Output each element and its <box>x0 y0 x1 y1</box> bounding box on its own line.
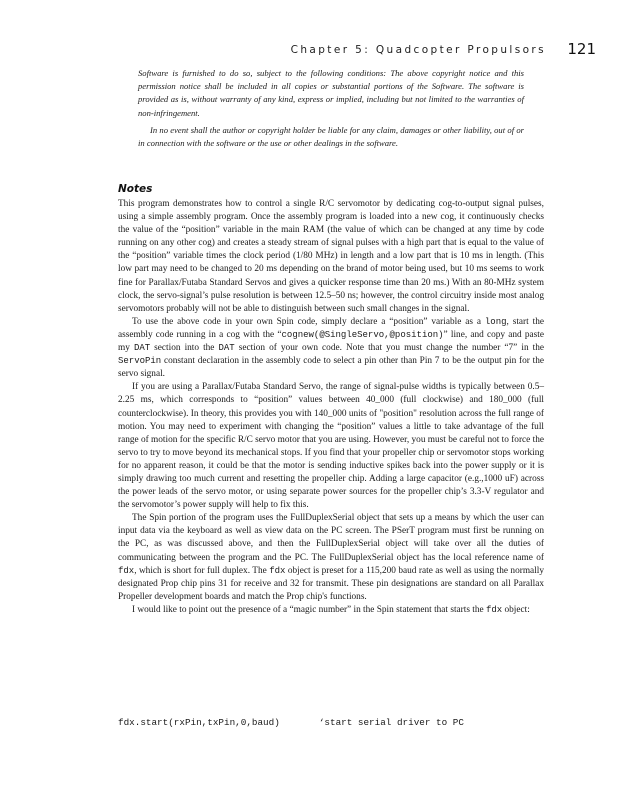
notes-paragraph-4 <box>118 512 544 604</box>
notes-body <box>118 198 544 617</box>
text-run: , which is short for full duplex. The <box>134 565 270 576</box>
text-run: object: <box>502 604 530 615</box>
license-paragraph-1: Software is furnished to do so, subject to the following conditions: The above copyright notice and this permission notice shall be included in all copies or substantial portions of the Software. The software is provided as is, without warranty of any kind, express or implied, including but not limited to the warranties of non-infringement. <box>138 68 524 118</box>
code-run: fdx <box>485 604 503 615</box>
code-line: fdx.start(rxPin,txPin,0,baud) ‘start serial driver to PC <box>118 717 464 728</box>
code-run: cognew(@SingleServo,@position) <box>281 329 444 340</box>
page-number: 121 <box>567 40 596 58</box>
license-text <box>138 67 524 154</box>
notes-heading: Notes <box>118 183 153 195</box>
text-run: I would like to point out the presence of a “magic number” in the Spin statement that starts the <box>132 604 486 615</box>
license-paragraph-2: In no event shall the author or copyright holder be liable for any claim, damages or other liability, out of or in connection with the software or the use or other dealings in the software. <box>138 124 524 149</box>
code-run: long <box>484 316 507 327</box>
code-run: fdx <box>269 565 286 576</box>
notes-paragraph-5 <box>118 604 544 617</box>
text-run: To use the above code in your own Spin code, simply declare a “position” variable as a <box>132 316 485 327</box>
notes-paragraph-2 <box>118 316 544 381</box>
text-run: , start the assembly code running in a cog with the “ <box>118 316 544 340</box>
code-run: DAT <box>133 343 151 354</box>
code-run: fdx <box>118 565 135 576</box>
notes-paragraph-3: If you are using a Parallax/Futaba Standard Servo, the range of signal-pulse widths is typically between 0.5–2.25 ms, which corresponds to “position” values between 40_000 (full clockwise) and 180_000 (full counterclockwise). In theory, this provides you with 140_000 units of "position" resolution across the full range of motion. You may need to experiment with changing the “position” values a little to take advantage of the full range of motion for the specific R/C servo motor that you are using. However, you must be careful not to force the servo to try to move beyond its mechanical stops. If you find that your propeller chip or servomotor stops working for no apparent reason, it could be that the motor is sending inductive spikes back into the power supply or it is simply drawing too much current and resetting the propeller chip. Adding a large capacitor (e.g.,1000 uF) across the power leads of the servo motor, or using separate power sources for the propeller chip’s 3.3-V regulator and the servomotor’s power supply will help to fix this. <box>118 382 544 511</box>
text-run: ” line, and copy and paste my <box>118 329 544 354</box>
text-run: section of your own code. Note that you must change the number “7” in the <box>234 343 544 354</box>
text-run: section into the <box>150 343 219 354</box>
text-run: object is preset for a 115,200 baud rate as well as using the normally designated Prop chip pins 31 for receive and 32 for transmit. These pin designations are standard on all Parallax Propeller development boards and match the Prop chip's functions. <box>118 565 544 602</box>
page-header <box>0 42 634 62</box>
code-run: ServoPin <box>118 356 162 367</box>
chapter-title: Chapter 5: Quadcopter Propulsors <box>290 44 546 56</box>
text-run: constant declaration in the assembly code to select a pin other than Pin 7 to be the output pin for the servo signal. <box>118 356 544 380</box>
text-run: The Spin portion of the program uses the FullDuplexSerial object that sets up a means by which the user can input data via the keyboard as well as view data on the PC screen. The PSerT program must first be running on the PC, as was discussed above, and then the FullDuplexSerial object will take over all the duties of communicating between the program and the PC. The FullDuplexSerial object has the local reference name of <box>118 513 544 563</box>
notes-paragraph-1: This program demonstrates how to control a single R/C servomotor by dedicating cog-to-output signal pulses, using a simple assembly program. Once the assembly program is loaded into a new cog, it continuously checks the value of the “position” variable in the main RAM (the value of which can be changed at any time by code running on any other cog) and creates a steady stream of signal pulses with a high part that is equal to the value of the “position” variable times the clock period (1/80 MHz) in length and a low part that is 10 ms in length. (This low part may need to be changed to 20 ms depending on the brand of motor being used, but 10 ms seems to work fine for Parallax/Futaba Standard Servos and gives a quicker response time than 20 ms.) With an 80-MHz system clock, the servo-signal’s pulse resolution is between 12.5–50 ns; however, the control circuitry inside most analog servomotors probably will not be able to distinguish between such small changes in the signal. <box>118 199 544 314</box>
code-run: DAT <box>218 343 235 354</box>
